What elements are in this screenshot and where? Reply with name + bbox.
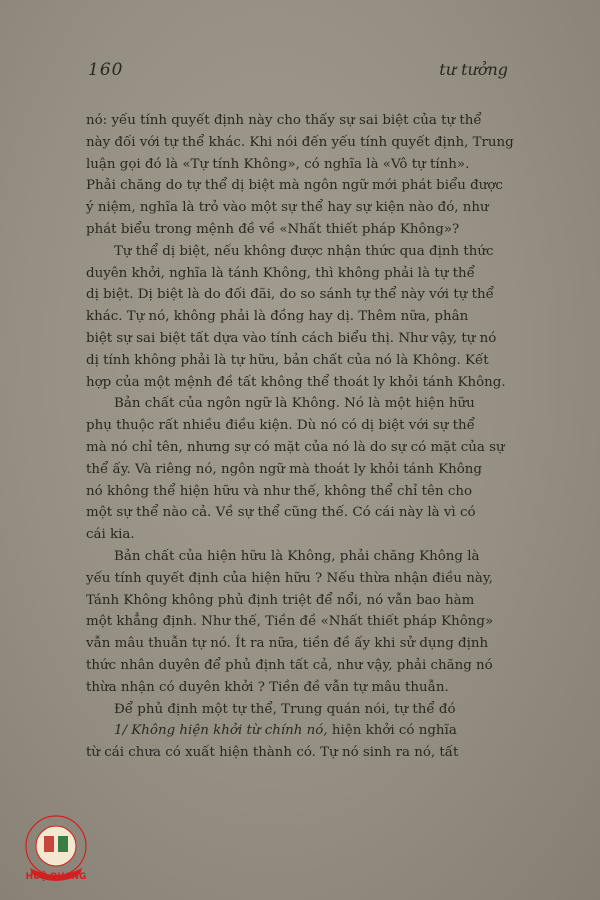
text-line — [86, 720, 516, 742]
text-line: thừa nhận có duyên khởi ? Tiền đề vẫn tự mâu thuẫn. — [86, 679, 449, 695]
text-line: một sự thể nào cả. Về sự thể cũng thế. Có cái này là vì có — [86, 505, 476, 521]
text-line: một khẳng định. Như thế, Tiền đề «Nhất thiết pháp Không» — [86, 614, 494, 630]
text-line: nó không thể hiện hữu và như thế, không thể chỉ tên cho — [86, 483, 473, 499]
text-line: Bản chất của ngôn ngữ là Không. Nó là một hiện hữu — [114, 396, 475, 412]
text-line: cái kia. — [86, 527, 135, 543]
text-line: biệt sự sai biệt tất dựa vào tính cách biểu thị. Như vậy, tự nó — [86, 330, 497, 346]
text-line: Tánh Không không phủ định triệt để nổi, nó vẫn bao hàm — [86, 592, 475, 608]
text-line: Tự thể dị biệt, nếu không được nhận thức qua định thức — [114, 243, 494, 259]
text-line: phát biểu trong mệnh đề về «Nhất thiết pháp Không»? — [86, 221, 460, 237]
text-line: hợp của một mệnh đề tất không thể thoát ly khỏi tánh Không. — [86, 374, 506, 390]
text-line: vẫn mâu thuẫn tự nó. Ít ra nữa, tiền đề ấy khi sử dụng định — [86, 636, 489, 652]
text-line: thể ấy. Và riêng nó, ngôn ngữ mà thoát ly khỏi tánh Không — [86, 461, 482, 477]
italic-phrase: 1/ Không hiện khởi từ chính nó, — [114, 723, 328, 739]
running-title: tư tưởng — [439, 60, 508, 79]
page-number: 160 — [88, 60, 124, 80]
text-line: phụ thuộc rất nhiều điều kiện. Dù nó có dị biệt với sự thể — [86, 418, 475, 434]
text-line: thức nhân duyên để phủ định tất cả, như vậy, phải chăng nó — [86, 657, 493, 673]
text-line: yếu tính quyết định của hiện hữu ? Nếu thừa nhận điều này, — [86, 570, 493, 586]
text-line: từ cái chưa có xuất hiện thành có. Tự nó sinh ra nó, tất — [86, 745, 459, 761]
text-line: Bản chất của hiện hữu là Không, phải chăng Không là — [114, 548, 480, 564]
text-line: duyên khởi, nghĩa là tánh Không, thì không phải là tự thể — [86, 265, 475, 281]
logo-name: HUỆ QUANG — [25, 872, 87, 882]
text-line: nó: yếu tính quyết định này cho thấy sự sai biệt của tự thể — [86, 113, 482, 128]
text-line: mà nó chỉ tên, nhưng sự có mặt của nó là do sự có mặt của sự — [86, 439, 505, 455]
text-line: này đối với tự thể khác. Khi nói đến yếu tính quyết định, Trung — [86, 134, 514, 150]
line-rest: hiện khởi có nghĩa — [327, 723, 457, 739]
text-line: Phải chăng do tự thể dị biệt mà ngôn ngữ mới phát biểu được — [86, 178, 503, 194]
body-text — [86, 110, 516, 764]
hue-quang-logo — [14, 808, 98, 892]
text-line: ý niệm, nghĩa là trỏ vào một sự thể hay sự kiện nào đó, như — [86, 200, 489, 216]
text-line: khác. Tự nó, không phải là đồng hay dị. Thêm nữa, phân — [86, 309, 469, 325]
page-header — [88, 60, 508, 90]
text-line: dị tính không phải là tự hữu, bản chất của nó là Không. Kết — [86, 352, 489, 368]
text-line: Để phủ định một tự thể, Trung quán nói, tự thể đó — [114, 701, 456, 717]
text-line: luận gọi đó là «Tự tính Không», có nghĩa là «Vô tự tính». — [86, 156, 470, 172]
text-line: dị biệt. Dị biệt là do đối đãi, do so sánh tự thể này với tự thể — [86, 287, 494, 303]
